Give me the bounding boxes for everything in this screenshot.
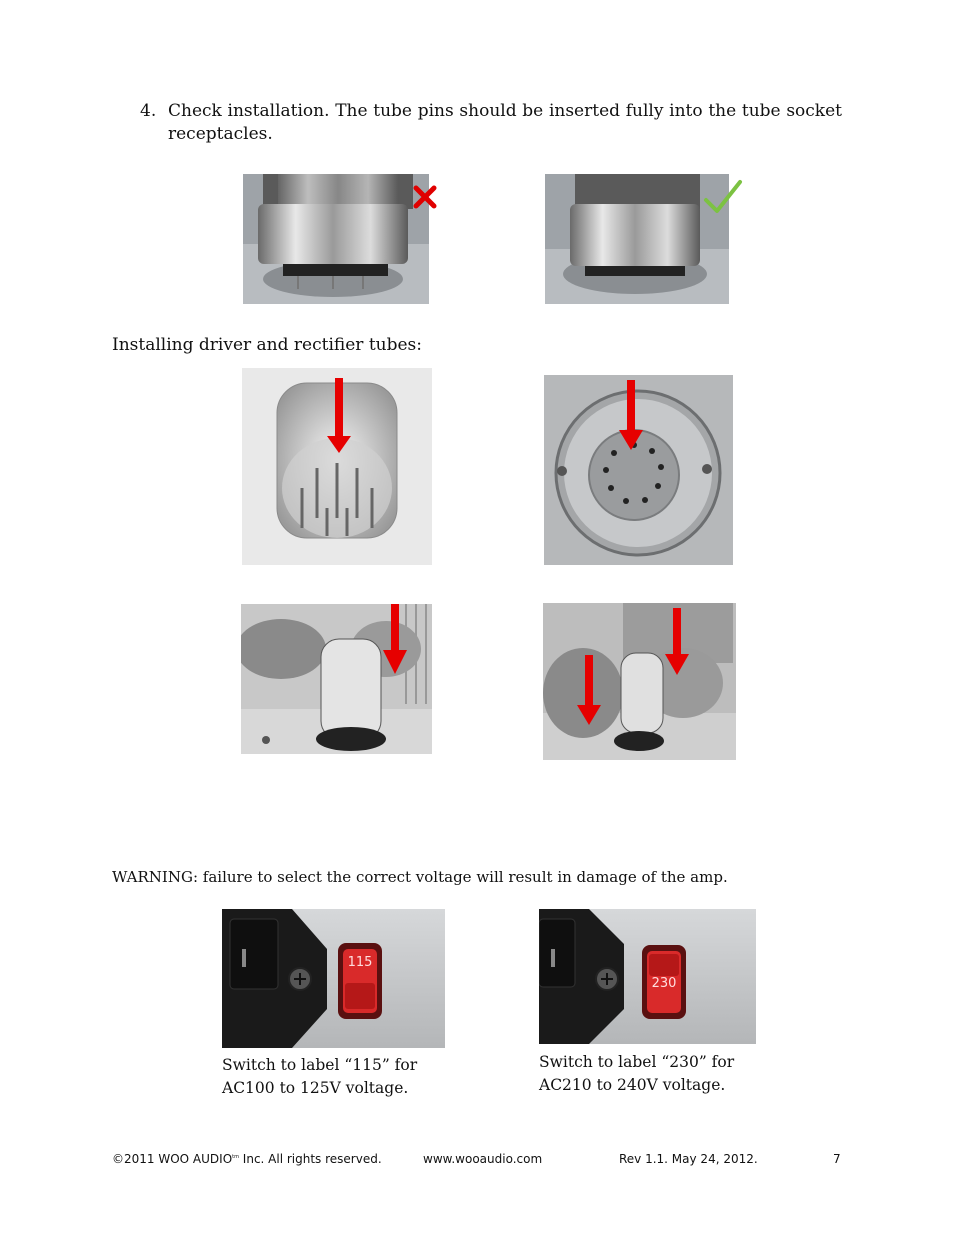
footer-rights: Inc. All rights reserved.: [238, 1152, 382, 1166]
switch-115-label: 115: [347, 955, 373, 970]
switch-230-label: 230: [651, 976, 677, 991]
wrong-x-icon: [412, 184, 438, 214]
photo-tube-seated: [545, 174, 729, 304]
check-icon: [703, 178, 743, 220]
caption-115-line2: AC100 to 125V voltage.: [222, 1079, 409, 1097]
photo-switch-230: [539, 909, 756, 1044]
step-text: Check installation. The tube pins should be inserted fully into the tube socket receptacles.: [168, 101, 842, 144]
driver-rectifier-heading: Installing driver and rectifier tubes:: [112, 335, 422, 355]
page-number: 7: [833, 1152, 841, 1166]
trademark-mark: tm: [232, 1154, 239, 1160]
caption-230-line2: AC210 to 240V voltage.: [539, 1076, 726, 1094]
caption-230: [539, 1051, 734, 1097]
photo-tube-pins: [242, 368, 432, 565]
photo-tube-not-seated: [243, 174, 429, 304]
caption-115: [222, 1054, 417, 1100]
photo-tube-socket: [544, 375, 733, 565]
caption-115-line1: Switch to label “115” for: [222, 1056, 418, 1074]
voltage-warning: WARNING: failure to select the correct voltage will result in damage of the amp.: [112, 868, 728, 886]
photo-insert-tube-1: [241, 604, 432, 754]
step-number: 4.: [140, 101, 157, 121]
footer-revision: Rev 1.1. May 24, 2012.: [619, 1152, 758, 1166]
caption-230-line1: Switch to label “230” for: [539, 1053, 735, 1071]
footer-website[interactable]: www.wooaudio.com: [423, 1152, 543, 1166]
footer-copyright: [112, 1152, 382, 1166]
footer-copyright-text: ©2011 WOO AUDIO: [112, 1152, 233, 1166]
photo-insert-tube-2: [543, 603, 736, 760]
photo-switch-115: [222, 909, 445, 1048]
